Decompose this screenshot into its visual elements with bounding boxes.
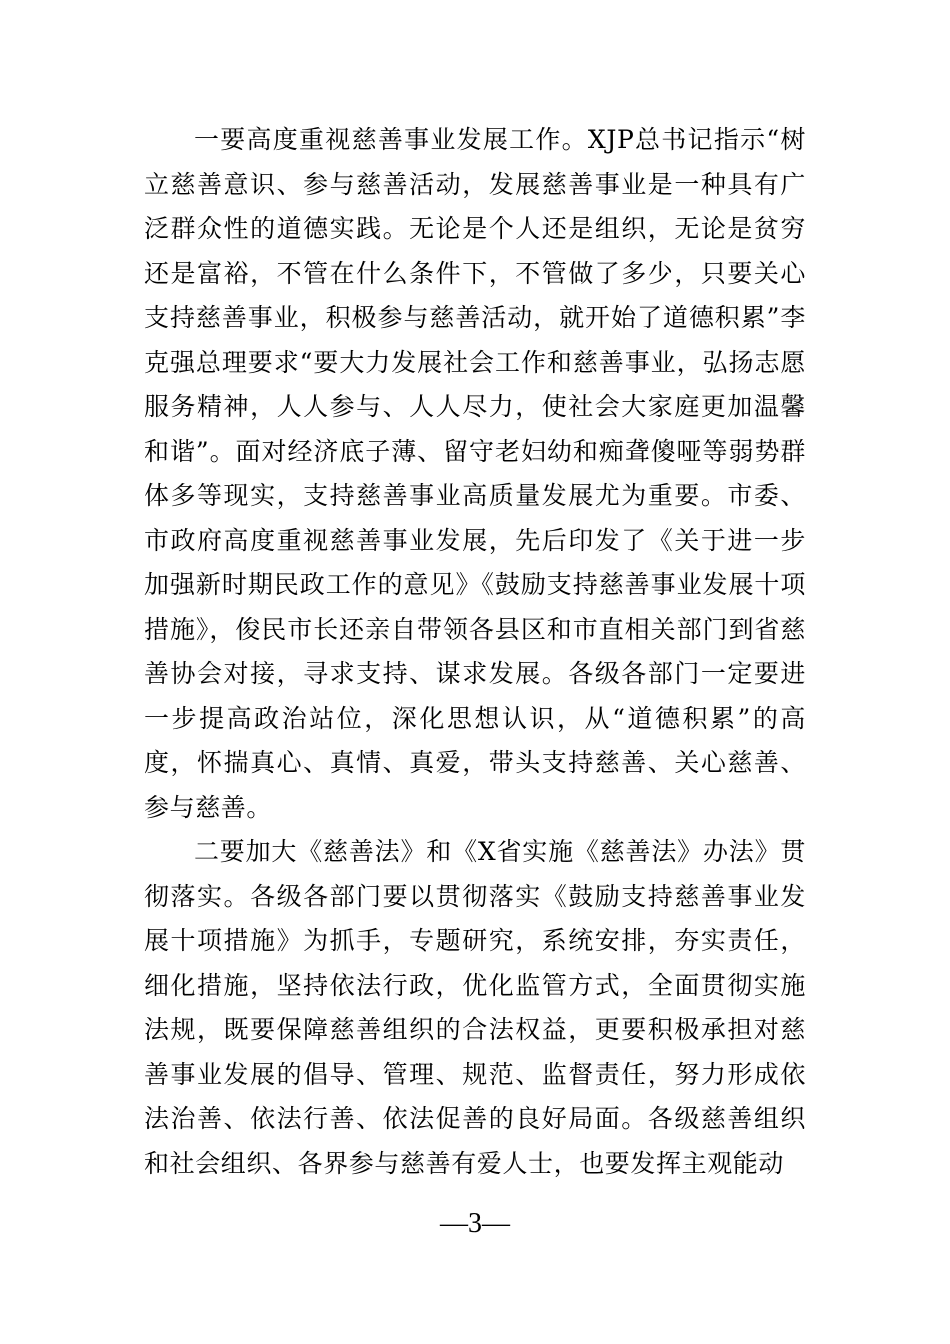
body-text — [144, 118, 806, 1186]
paragraph-1: 一要高度重视慈善事业发展工作。XJP总书记指示“树立慈善意识、参与慈善活动，发展慈善事业是一种具有广泛群众性的道德实践。无论是个人还是组织，无论是贫穷还是富裕，不管在什么条件下，不管做了多少，只要关心支持慈善事业，积极参与慈善活动，就开始了道德积累”李克强总理要求“要大力发展社会工作和慈善事业，弘扬志愿服务精神，人人参与、人人尽力，使社会大家庭更加温馨和谐”。面对经济底子薄、留守老妇幼和痴聋傻哑等弱势群体多等现实，支持慈善事业高质量发展尤为重要。市委、市政府高度重视慈善事业发展，先后印发了《关于进一步加强新时期民政工作的意见》《鼓励支持慈善事业发展十项措施》，俊民市长还亲自带领各县区和市直相关部门到省慈善协会对接，寻求支持、谋求发展。各级各部门一定要进一步提高政治站位，深化思想认识，从“道德积累”的高度，怀揣真心、真情、真爱，带头支持慈善、关心慈善、参与慈善。 — [144, 125, 806, 822]
paragraph-2: 二要加大《慈善法》和《X省实施《慈善法》办法》贯彻落实。各级各部门要以贯彻落实《鼓励支持慈善事业发展十项措施》为抓手，专题研究，系统安排，夯实责任，细化措施，坚持依法行政，优化监管方式，全面贯彻实施法规，既要保障慈善组织的合法权益，更要积极承担对慈善事业发展的倡导、管理、规范、监督责任，努力形成依法治善、依法行善、依法促善的良好局面。各级慈善组织和社会组织、各界参与慈善有爱人士，也要发挥主观能动 — [144, 837, 806, 1178]
page-number: —3— — [440, 1208, 510, 1239]
